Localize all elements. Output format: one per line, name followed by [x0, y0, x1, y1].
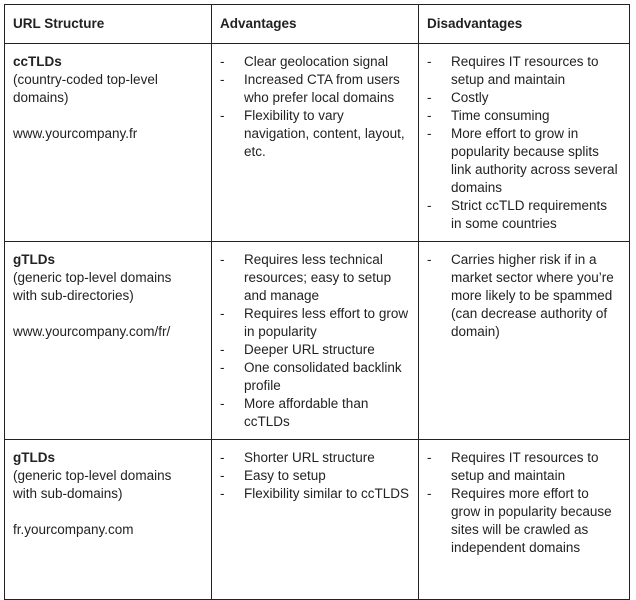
dash-bullet: - — [427, 252, 432, 267]
list-item-text: Requires less effort to grow in popularity — [244, 306, 409, 339]
dash-bullet: - — [220, 54, 225, 69]
list-item-text: Flexibility to vary navigation, content, layout, etc. — [244, 108, 405, 159]
example-url: www.yourcompany.fr — [13, 126, 138, 141]
list-item — [427, 53, 621, 89]
list-item-text: Deeper URL structure — [244, 342, 375, 357]
comparison-table — [4, 4, 630, 600]
list-item — [220, 53, 410, 71]
url-structure-cell — [5, 44, 212, 242]
dash-bullet: - — [427, 108, 432, 123]
list-item — [220, 449, 410, 467]
list-item — [220, 485, 410, 503]
header-row — [5, 5, 630, 44]
disadvantages-cell — [419, 44, 630, 242]
dash-bullet: - — [427, 54, 432, 69]
structure-name: ccTLDs — [13, 54, 62, 69]
list-item-text: Flexibility similar to ccTLDS — [244, 486, 410, 501]
structure-description: (country-coded top-level domains) — [13, 72, 158, 105]
dash-bullet: - — [220, 396, 225, 411]
dash-bullet: - — [220, 306, 225, 321]
list-item-text: Time consuming — [451, 108, 550, 123]
structure-name: gTLDs — [13, 252, 55, 267]
list-item-text: More affordable than ccTLDs — [244, 396, 369, 429]
list-item-text: Increased CTA from users who prefer local domains — [244, 72, 400, 105]
dash-bullet: - — [220, 468, 225, 483]
list-item — [427, 125, 621, 197]
disadvantages-list — [427, 251, 621, 341]
list-item — [220, 251, 410, 305]
example-url: www.yourcompany.com/fr/ — [13, 324, 171, 339]
list-item-text: Easy to setup — [244, 468, 326, 483]
header-url-structure: URL Structure — [5, 5, 212, 44]
dash-bullet: - — [427, 450, 432, 465]
advantages-list — [220, 251, 410, 431]
list-item — [220, 467, 410, 485]
disadvantages-cell — [419, 242, 630, 440]
structure-description: (generic top-level domains with sub-directories) — [13, 270, 172, 303]
dash-bullet: - — [220, 450, 225, 465]
table-row — [5, 44, 630, 242]
disadvantages-cell — [419, 440, 630, 600]
header-advantages: Advantages — [212, 5, 419, 44]
list-item-text: Carries higher risk if in a market sector where you’re more likely to be spammed (can decrease authority of domain) — [451, 252, 614, 339]
list-item-text: More effort to grow in popularity because splits link authority across several domains — [451, 126, 618, 195]
url-structure-cell — [5, 440, 212, 600]
table-row — [5, 242, 630, 440]
dash-bullet: - — [220, 108, 225, 123]
list-item — [220, 107, 410, 161]
list-item-text: One consolidated backlink profile — [244, 360, 402, 393]
disadvantages-list — [427, 449, 621, 557]
list-item-text: Clear geolocation signal — [244, 54, 389, 69]
dash-bullet: - — [220, 360, 225, 375]
advantages-list — [220, 53, 410, 161]
list-item — [427, 251, 621, 341]
url-structure-cell — [5, 242, 212, 440]
dash-bullet: - — [427, 486, 432, 501]
dash-bullet: - — [427, 126, 432, 141]
list-item — [220, 395, 410, 431]
list-item-text: Costly — [451, 90, 489, 105]
list-item — [220, 305, 410, 341]
list-item — [220, 71, 410, 107]
example-url: fr.yourcompany.com — [13, 522, 134, 537]
structure-name: gTLDs — [13, 450, 55, 465]
dash-bullet: - — [427, 90, 432, 105]
list-item — [427, 89, 621, 107]
list-item — [427, 485, 621, 557]
dash-bullet: - — [220, 72, 225, 87]
list-item-text: Requires less technical resources; easy to setup and manage — [244, 252, 392, 303]
dash-bullet: - — [220, 486, 225, 501]
list-item — [220, 341, 410, 359]
disadvantages-list — [427, 53, 621, 233]
table-row — [5, 440, 630, 600]
advantages-cell — [212, 242, 419, 440]
list-item-text: Requires more effort to grow in popularity because sites will be crawled as independent domains — [451, 486, 612, 555]
list-item — [220, 359, 410, 395]
list-item-text: Strict ccTLD requirements in some countries — [451, 198, 608, 231]
advantages-cell — [212, 440, 419, 600]
dash-bullet: - — [220, 252, 225, 267]
header-disadvantages: Disadvantages — [419, 5, 630, 44]
advantages-cell — [212, 44, 419, 242]
dash-bullet: - — [220, 342, 225, 357]
dash-bullet: - — [427, 198, 432, 213]
list-item-text: Shorter URL structure — [244, 450, 375, 465]
list-item — [427, 197, 621, 233]
list-item — [427, 107, 621, 125]
list-item-text: Requires IT resources to setup and maintain — [451, 54, 599, 87]
list-item — [427, 449, 621, 485]
advantages-list — [220, 449, 410, 503]
list-item-text: Requires IT resources to setup and maintain — [451, 450, 599, 483]
structure-description: (generic top-level domains with sub-domains) — [13, 468, 172, 501]
